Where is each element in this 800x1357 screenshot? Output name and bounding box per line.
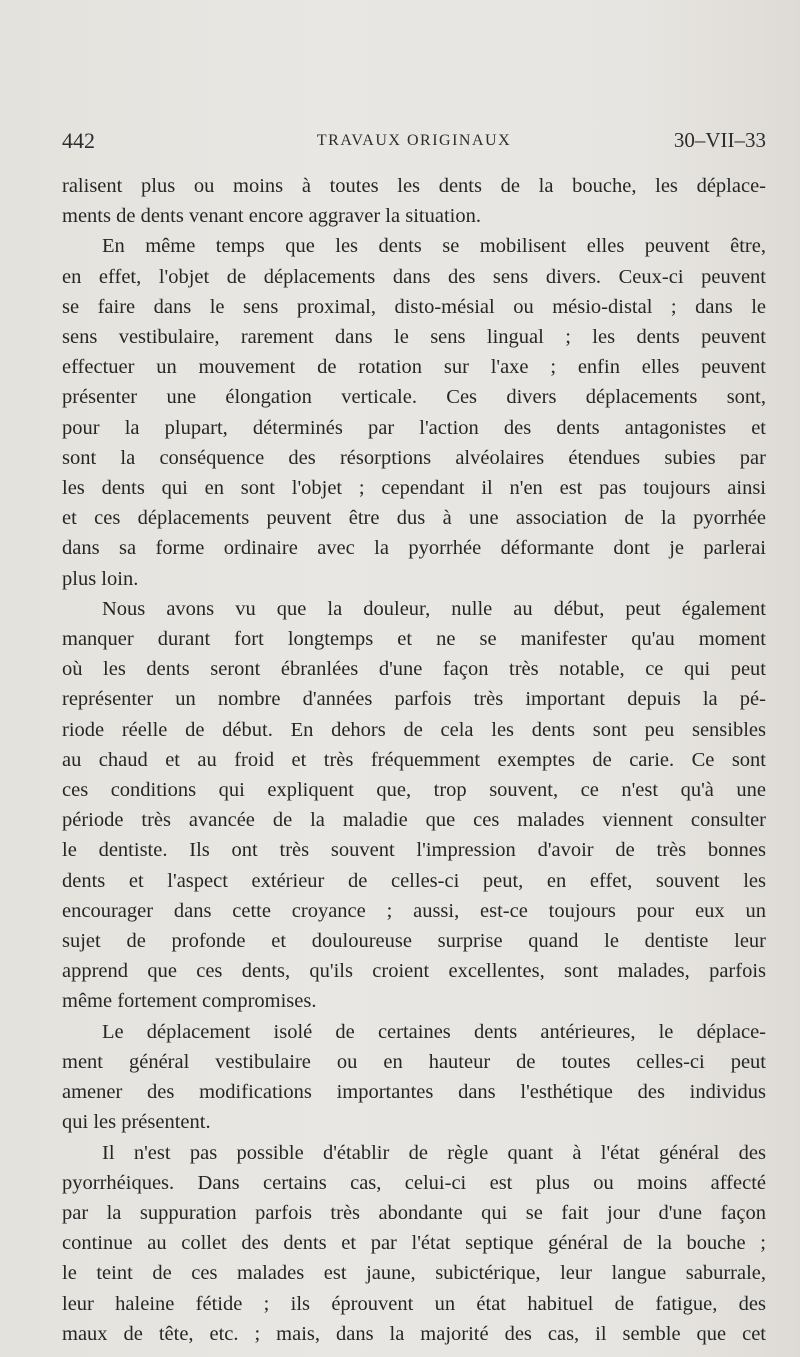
text-line: sont la conséquence des résorptions alvéolaires étendues subies par [62, 446, 766, 469]
text-line: Le déplacement isolé de certaines dents antérieures, le déplace- [102, 1020, 766, 1043]
text-line: amener des modifications importantes dans l'esthétique des individus [62, 1081, 766, 1104]
text-line: qui les présentent. [62, 1111, 211, 1134]
text-line: se faire dans le sens proximal, disto-mésial ou mésio-distal ; dans le [62, 295, 766, 318]
text-line: par la suppuration parfois très abondante qui se fait jour d'une façon [62, 1201, 766, 1224]
text-line: ments de dents venant encore aggraver la situation. [62, 205, 481, 228]
text-line: Nous avons vu que la douleur, nulle au début, peut également [102, 597, 766, 620]
text-line: apprend que ces dents, qu'ils croient excellentes, sont malades, parfois [62, 960, 766, 983]
text-line: pyorrhéiques. Dans certains cas, celui-ci est plus ou moins affecté [62, 1171, 766, 1194]
page-header [62, 128, 766, 154]
text-line: effectuer un mouvement de rotation sur l'axe ; enfin elles peuvent [62, 356, 766, 379]
page-number: 442 [62, 128, 95, 153]
text-line: pour la plupart, déterminés par l'action des dents antagonistes et [62, 416, 766, 439]
text-line: ment général vestibulaire ou en hauteur de toutes celles-ci peut [62, 1050, 766, 1073]
body-text [62, 171, 766, 1349]
text-line: En même temps que les dents se mobilisent elles peuvent être, [102, 235, 766, 258]
text-line: au chaud et au froid et très fréquemment exemptes de carie. Ce sont [62, 748, 766, 771]
text-line: dans sa forme ordinaire avec la pyorrhée déformante dont je parlerai [62, 537, 766, 560]
header-date: 30–VII–33 [673, 128, 766, 152]
text-line: et ces déplacements peuvent être dus à une association de la pyorrhée [62, 507, 766, 530]
text-line: en effet, l'objet de déplacements dans des sens divers. Ceux-ci peuvent [62, 265, 766, 288]
text-line: ces conditions qui expliquent que, trop souvent, ce n'est qu'à une [62, 779, 766, 802]
text-line: même fortement compromises. [62, 990, 317, 1013]
text-line: maux de tête, etc. ; mais, dans la majorité des cas, il semble que cet [62, 1322, 766, 1345]
text-line: les dents qui en sont l'objet ; cependant il n'en est pas toujours ainsi [62, 477, 766, 500]
text-line: représenter un nombre d'années parfois très important depuis la pé- [62, 688, 766, 711]
text-line: riode réelle de début. En dehors de cela les dents sont peu sensibles [62, 718, 766, 741]
running-title: TRAVAUX ORIGINAUX [316, 132, 512, 149]
text-line: le teint de ces malades est jaune, subictérique, leur langue saburrale, [62, 1262, 766, 1285]
text-line: continue au collet des dents et par l'état septique général de la bouche ; [62, 1232, 766, 1255]
text-line: encourager dans cette croyance ; aussi, est-ce toujours pour eux un [62, 899, 766, 922]
text-line: Il n'est pas possible d'établir de règle quant à l'état général des [102, 1141, 766, 1164]
text-line: présenter une élongation verticale. Ces divers déplacements sont, [62, 386, 766, 409]
text-line: plus loin. [62, 567, 139, 590]
text-line: manquer durant fort longtemps et ne se manifester qu'au moment [62, 628, 766, 651]
text-line: le dentiste. Ils ont très souvent l'impression d'avoir de très bonnes [62, 839, 766, 862]
text-line: sujet de profonde et douloureuse surprise quand le dentiste leur [62, 930, 766, 953]
text-line: dents et l'aspect extérieur de celles-ci peut, en effet, souvent les [62, 869, 766, 892]
text-line: période très avancée de la maladie que ces malades viennent consulter [62, 809, 766, 832]
text-line: sens vestibulaire, rarement dans le sens lingual ; les dents peuvent [62, 326, 766, 349]
text-line: ralisent plus ou moins à toutes les dents de la bouche, les déplace- [62, 175, 766, 197]
text-line: où les dents seront ébranlées d'une façon très notable, ce qui peut [62, 658, 766, 681]
text-line: leur haleine fétide ; ils éprouvent un état habituel de fatigue, des [62, 1292, 766, 1315]
